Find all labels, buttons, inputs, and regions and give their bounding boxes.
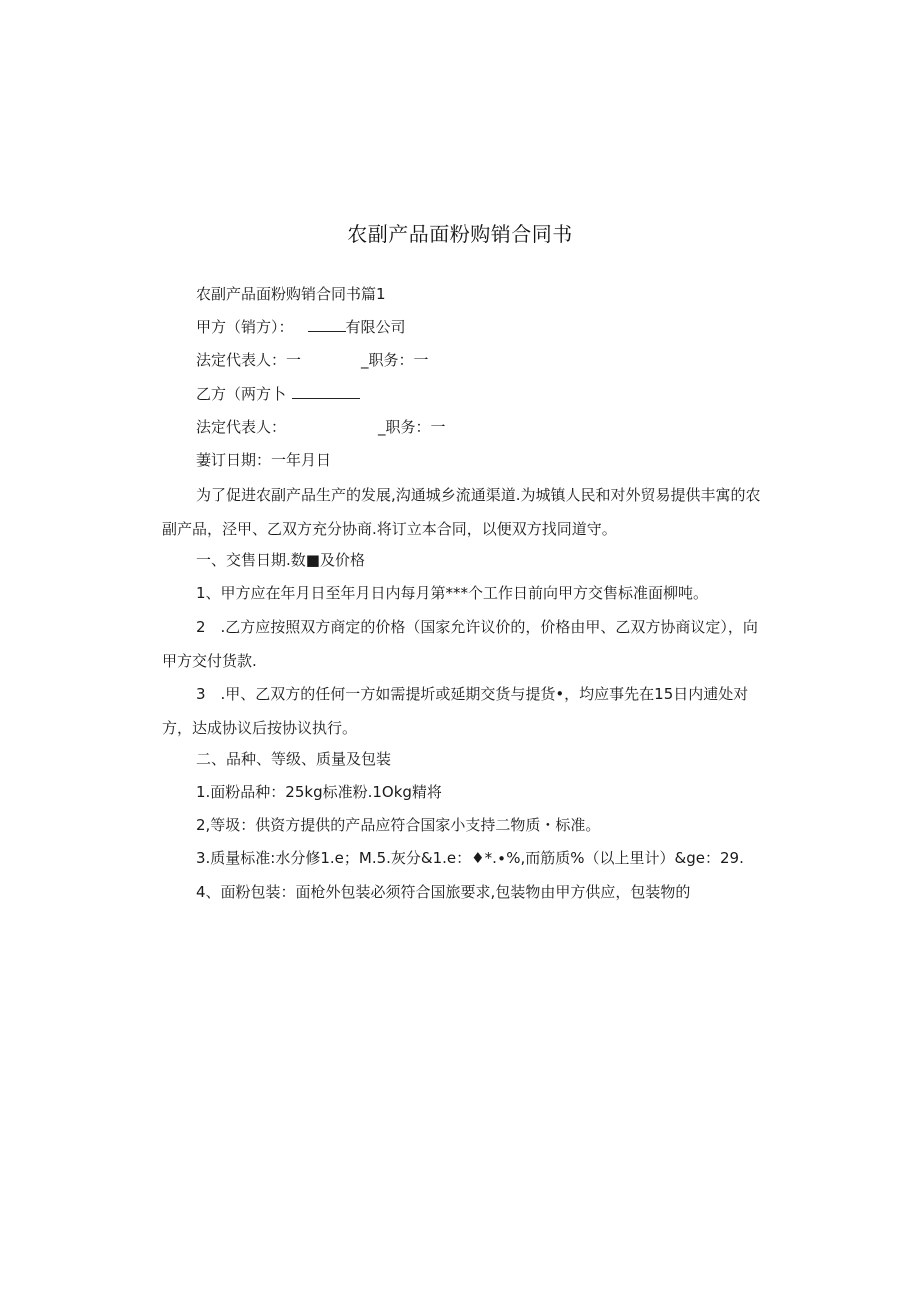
party-b-blank <box>292 384 360 399</box>
party-b-label: 乙方（两方卜 <box>196 385 287 403</box>
legal-rep-1-label: 法定代表人：一 <box>196 351 302 369</box>
sign-date-line: 萋订日期：一年月日 <box>196 451 332 469</box>
legal-rep-2-duty: _职务：一 <box>378 418 446 436</box>
legal-rep-2-label: 法定代表人： <box>196 418 287 436</box>
party-a-line <box>196 317 406 337</box>
party-a-value: 有限公司 <box>345 318 406 336</box>
section-1-item-2: 2 .乙方应按照双方商定的价格（国家允许议价的，价格由甲、乙双方协商议定），向甲方交付货款. <box>162 618 758 670</box>
section-2-item-4: 4、面粉包装：面枪外包装必须符合国旅要求,包装物由甲方供应，包装物的 <box>196 883 691 901</box>
legal-rep-2-line <box>196 417 446 437</box>
document-subtitle: 农副产品面粉购销合同书篇1 <box>196 285 386 303</box>
section-2-heading: 二、品种、等级、质量及包装 <box>196 750 392 768</box>
document-title: 农副产品面粉购销合同书 <box>347 222 573 246</box>
intro-paragraph: 为了促进农副产品生产的发展,沟通城乡流通渠道.为城镇人民和对外贸易提供丰寓的农副产品，泾甲、乙双方充分协商.将订立本合同，以便双方找同道守。 <box>162 486 761 538</box>
section-1-item-1: 1、甲方应在年月日至年月日内每月第***个工作日前向甲方交售标准面柳吨。 <box>196 584 709 602</box>
legal-rep-1-duty: _职务：一 <box>361 351 429 369</box>
section-2-item-1: 1.面粉品种：25kg标准粉.1Okg精将 <box>196 783 442 801</box>
section-1-heading: 一、交售日期.数■及价格 <box>196 551 365 569</box>
section-2-item-3: 3.质量标准:水分修1.e；M.5.灰分&1.e：♦*.∙%,而筋质%（以上里计）&ge：29. <box>196 849 744 867</box>
party-a-label: 甲方（销方）： <box>196 318 294 336</box>
party-a-blank <box>308 317 346 332</box>
legal-rep-1-line <box>196 350 429 370</box>
section-1-item-3: 3 .甲、乙双方的任何一方如需提圻或延期交货与提货•，均应事先在15日内逋处对方，达成协议后按协议执行。 <box>162 685 749 737</box>
section-2-item-2: 2,等圾：供资方提供的产品应符合国家小支持二物质・标准。 <box>196 816 601 834</box>
party-b-line <box>196 384 360 404</box>
